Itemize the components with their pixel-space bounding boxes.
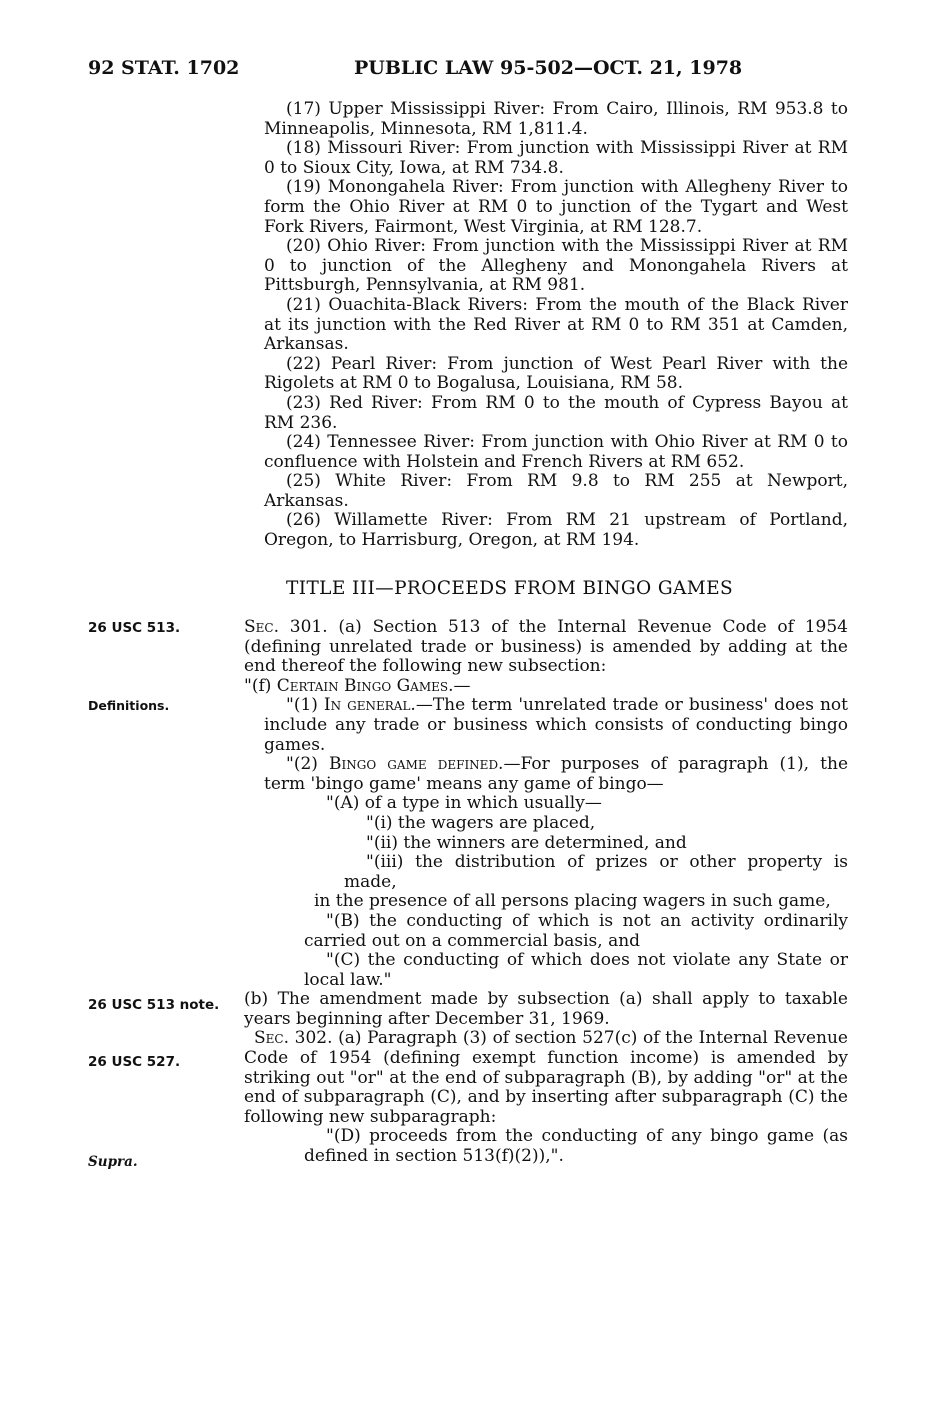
sec301-clause-i: "(i) the wagers are placed, <box>366 812 596 833</box>
river-item-17: (17) Upper Mississippi River: From Cairo, Illinois, RM 953.8 to Minneapolis, Minnesota, RM 1,811.4. <box>264 99 848 139</box>
river-item-18: (18) Missouri River: From junction with Mississippi River at RM 0 to Sioux City, Iowa, at RM 734.8. <box>264 138 848 178</box>
sec-label: Sec. <box>244 617 279 637</box>
sec301-para-1: "(1) In general.—The term 'unrelated trade or business' does not include any trade or business which consists of conducting bingo games. <box>264 695 848 755</box>
sec301-intro: Sec. 301. (a) Section 513 of the Internal Revenue Code of 1954 (defining unrelated trade or business) is amended by adding at the end thereof the following new subsection: <box>244 617 848 677</box>
sec301-subsection-f: "(f) Certain Bingo Games.— <box>244 675 471 696</box>
sec302-text: Sec. 302. (a) Paragraph (3) of section 527(c) of the Internal Revenue Code of 1954 (defining exempt function income) is amended by striking out "or" at the end of subparagraph (B), by adding "or" at the end of subparagraph (C), and by inserting after subparagraph (C) the following new subparagraph: <box>244 1028 848 1127</box>
sec301-clause-ii: "(ii) the winners are determined, and <box>366 832 687 853</box>
page-stat-number: 92 STAT. 1702 <box>88 57 240 79</box>
sec302-subpara-d: "(D) proceeds from the conducting of any bingo game (as defined in section 513(f)(2)),". <box>304 1126 848 1167</box>
river-list <box>264 100 848 551</box>
sec301-para-2: "(2) Bingo game defined.—For purposes of paragraph (1), the term 'bingo game' means any game of bingo— <box>264 754 848 794</box>
sec301-presence: in the presence of all persons placing wagers in such game, <box>314 891 831 912</box>
sec301-subsection-b: (b) The amendment made by subsection (a) shall apply to taxable years beginning after December 31, 1969. <box>244 989 848 1029</box>
sec301-subpara-b: "(B) the conducting of which is not an activity ordinarily carried out on a commercial basis, and <box>304 910 848 951</box>
margin-note-usc-513: 26 USC 513. <box>88 620 181 636</box>
margin-note-supra: Supra. <box>88 1154 138 1170</box>
title-heading: TITLE III—PROCEEDS FROM BINGO GAMES <box>286 578 734 599</box>
river-item-25: (25) White River: From RM 9.8 to RM 255 at Newport, Arkansas. <box>264 471 848 511</box>
sec301-subpara-a: "(A) of a type in which usually— <box>326 793 602 814</box>
section-301 <box>244 618 848 1167</box>
sec301-clause-iii: "(iii) the distribution of prizes or other property is made, <box>344 852 848 892</box>
sec301-subpara-c: "(C) the conducting of which does not violate any State or local law." <box>304 950 848 990</box>
sec-label: Sec. <box>254 1028 289 1049</box>
river-item-26: (26) Willamette River: From RM 21 upstream of Portland, Oregon, to Harrisburg, Oregon, at RM 194. <box>264 510 848 551</box>
river-item-22: (22) Pearl River: From junction of West Pearl River with the Rigolets at RM 0 to Bogalusa, Louisiana, RM 58. <box>264 353 848 394</box>
margin-note-definitions: Definitions. <box>88 698 170 713</box>
river-item-24: (24) Tennessee River: From junction with Ohio River at RM 0 to confluence with Holstein and French Rivers at RM 652. <box>264 432 848 472</box>
river-item-21: (21) Ouachita-Black Rivers: From the mouth of the Black River at its junction with the Red River at RM 0 to RM 351 at Camden, Arkansas. <box>264 294 848 355</box>
page-running-head: PUBLIC LAW 95-502—OCT. 21, 1978 <box>354 57 743 79</box>
margin-note-usc-513-note: 26 USC 513 note. <box>88 997 220 1013</box>
margin-note-usc-527: 26 USC 527. <box>88 1054 181 1070</box>
river-item-23: (23) Red River: From RM 0 to the mouth of Cypress Bayou at RM 236. <box>264 392 848 433</box>
river-item-19: (19) Monongahela River: From junction with Allegheny River to form the Ohio River at RM 0 to junction of the Tygart and West Fork Rivers, Fairmont, West Virginia, at RM 128.7. <box>264 177 848 237</box>
river-item-20: (20) Ohio River: From junction with the Mississippi River at RM 0 to junction of the Allegheny and Monongahela Rivers at Pittsburgh, Pennsylvania, at RM 981. <box>264 236 848 296</box>
